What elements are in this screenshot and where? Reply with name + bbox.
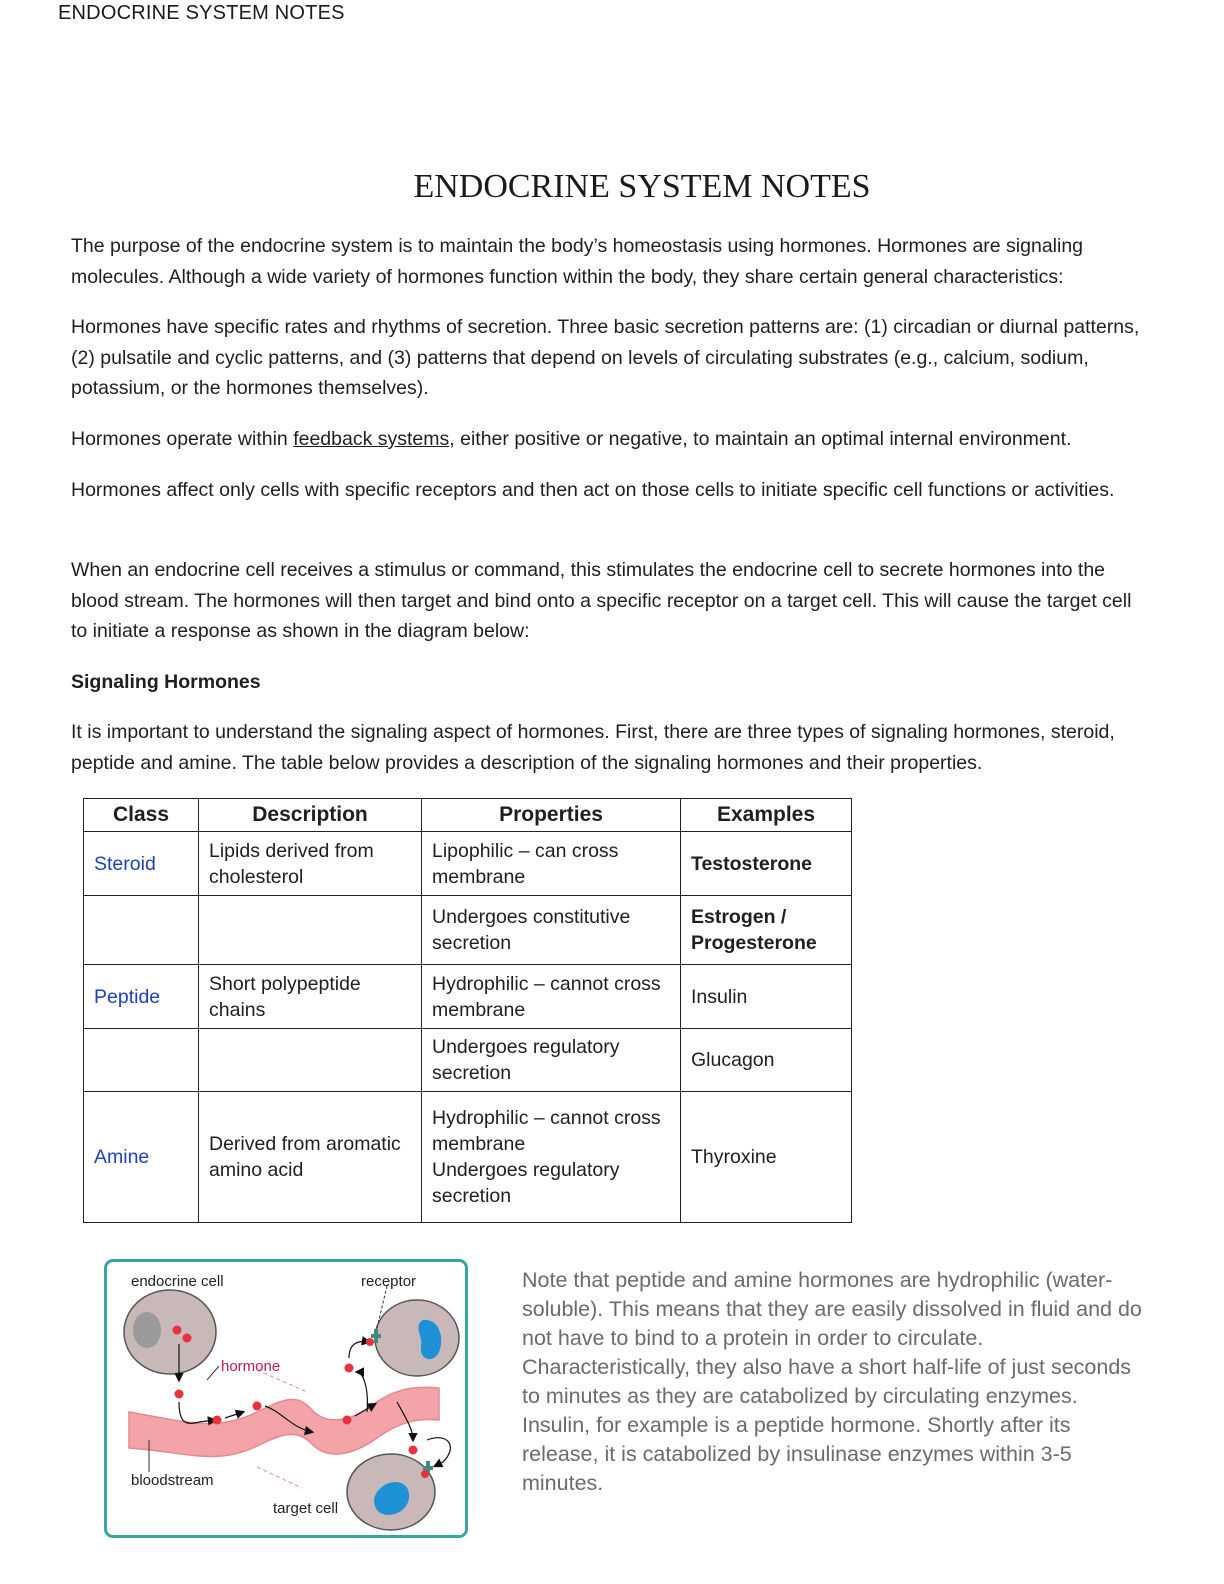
flow-arrow bbox=[349, 1342, 369, 1358]
bloodstream-vessel bbox=[129, 1387, 439, 1456]
table-row bbox=[84, 832, 852, 896]
example-cell: Thyroxine bbox=[681, 1092, 852, 1223]
intro-paragraph: The purpose of the endocrine system is to maintain the body’s homeostasis using hormones. Hormones are signaling molecules. Although a wide variety of hormones function within the body, they share certain general characteristics: bbox=[71, 235, 1084, 288]
class-cell: Amine bbox=[84, 1092, 199, 1223]
label-hormone: hormone bbox=[221, 1358, 281, 1375]
table-row bbox=[84, 965, 852, 1029]
description-cell: Short polypeptide chains bbox=[199, 965, 422, 1029]
hormone-dot bbox=[409, 1446, 418, 1455]
hormone-dot bbox=[175, 1390, 184, 1399]
label-endocrine-cell: endocrine cell bbox=[131, 1273, 224, 1290]
flow-arrow bbox=[225, 1412, 243, 1418]
properties-cell bbox=[422, 1092, 681, 1223]
description-cell: Derived from aromatic amino acid bbox=[199, 1092, 422, 1223]
header-examples: Examples bbox=[681, 799, 852, 832]
page-title: ENDOCRINE SYSTEM NOTES bbox=[413, 168, 871, 205]
properties-cell: Hydrophilic – cannot cross membrane bbox=[422, 965, 681, 1029]
header-class: Class bbox=[84, 799, 199, 832]
description-cell: Lipids derived from cholesterol bbox=[199, 832, 422, 896]
example-cell: Estrogen / Progesterone bbox=[681, 896, 852, 965]
class-cell bbox=[84, 1029, 199, 1092]
label-bloodstream: bloodstream bbox=[131, 1472, 214, 1489]
flow-arrow bbox=[179, 1402, 215, 1423]
feedback-text-before: Hormones operate within bbox=[71, 428, 294, 450]
stimulus-paragraph: When an endocrine cell receives a stimulus or command, this stimulates the endocrine cell to secrete hormones into the blood stream. The hormones will then target and bind onto a specific receptor on a target cell. This will cause the target cell to initiate a response as shown in the diagram below: bbox=[71, 559, 1132, 642]
description-cell bbox=[199, 896, 422, 965]
hormone-dot bbox=[343, 1416, 352, 1425]
flow-arrow bbox=[357, 1372, 367, 1412]
receptors-paragraph: Hormones affect only cells with specific receptors and then act on those cells to initiate specific cell functions or activities. bbox=[71, 479, 1115, 501]
endocrine-nucleus bbox=[133, 1312, 161, 1348]
example-cell: Insulin bbox=[681, 965, 852, 1029]
hormone-dot bbox=[183, 1334, 192, 1343]
vessel-dash bbox=[257, 1467, 302, 1488]
properties-cell: Undergoes regulatory secretion bbox=[422, 1029, 681, 1092]
properties-line: Undergoes regulatory secretion bbox=[432, 1159, 620, 1207]
example-cell: Testosterone bbox=[681, 832, 852, 896]
properties-cell: Undergoes constitutive secretion bbox=[422, 896, 681, 965]
hormone-dot bbox=[173, 1326, 182, 1335]
class-cell: Peptide bbox=[84, 965, 199, 1029]
table-row bbox=[84, 896, 852, 965]
hydrophilic-note: Note that peptide and amine hormones are hydrophilic (water-soluble). This means that they are easily dissolved in fluid and do not have to bind to a protein in order to circulate. Characteristically, they also have a short half-life of just seconds to minutes as they are catabolized by circulating enzymes. Insulin, for example is a peptide hormone. Shortly after its release, it is catabolized by insulinase enzymes within 3-5 minutes. bbox=[522, 1268, 1142, 1495]
hormone-dot bbox=[213, 1416, 222, 1425]
signaling-paragraph: It is important to understand the signaling aspect of hormones. First, there are three types of signaling hormones, steroid, peptide and amine. The table below provides a description of the signaling hormones and their properties. bbox=[71, 721, 1115, 774]
hormone-dot bbox=[253, 1402, 262, 1411]
flow-arrow bbox=[427, 1438, 450, 1466]
section-heading: Signaling Hormones bbox=[71, 671, 261, 693]
table-row bbox=[84, 1092, 852, 1223]
example-cell: Glucagon bbox=[681, 1029, 852, 1092]
diagram-illustration bbox=[107, 1262, 465, 1535]
class-cell bbox=[84, 896, 199, 965]
header-description: Description bbox=[199, 799, 422, 832]
label-target-cell: target cell bbox=[273, 1500, 339, 1517]
feedback-paragraph bbox=[71, 424, 1151, 455]
hormone-table bbox=[83, 798, 852, 1223]
hormone-signaling-diagram bbox=[104, 1259, 468, 1538]
properties-cell: Lipophilic – can cross membrane bbox=[422, 832, 681, 896]
description-cell bbox=[199, 1029, 422, 1092]
hormone-pointer bbox=[207, 1366, 219, 1380]
feedback-text-after: , either positive or negative, to maintain an optimal internal environment. bbox=[449, 428, 1072, 450]
target-cell bbox=[375, 1300, 459, 1376]
secretion-paragraph: Hormones have specific rates and rhythms of secretion. Three basic secretion patterns are: (1) circadian or diurnal patterns, (2) pulsatile and cyclic patterns, and (3) patterns that depend on levels of circulating substrates (e.g., calcium, sodium, potassium, or the hormones themselves). bbox=[71, 316, 1140, 399]
hormone-dot bbox=[345, 1364, 354, 1373]
class-cell: Steroid bbox=[84, 832, 199, 896]
properties-line: Hydrophilic – cannot cross membrane bbox=[432, 1107, 661, 1155]
table-header-row bbox=[84, 799, 852, 832]
running-header: ENDOCRINE SYSTEM NOTES bbox=[58, 2, 345, 24]
header-properties: Properties bbox=[422, 799, 681, 832]
label-receptor: receptor bbox=[361, 1273, 417, 1290]
feedback-systems-link[interactable]: feedback systems bbox=[293, 428, 450, 450]
table-row bbox=[84, 1029, 852, 1092]
